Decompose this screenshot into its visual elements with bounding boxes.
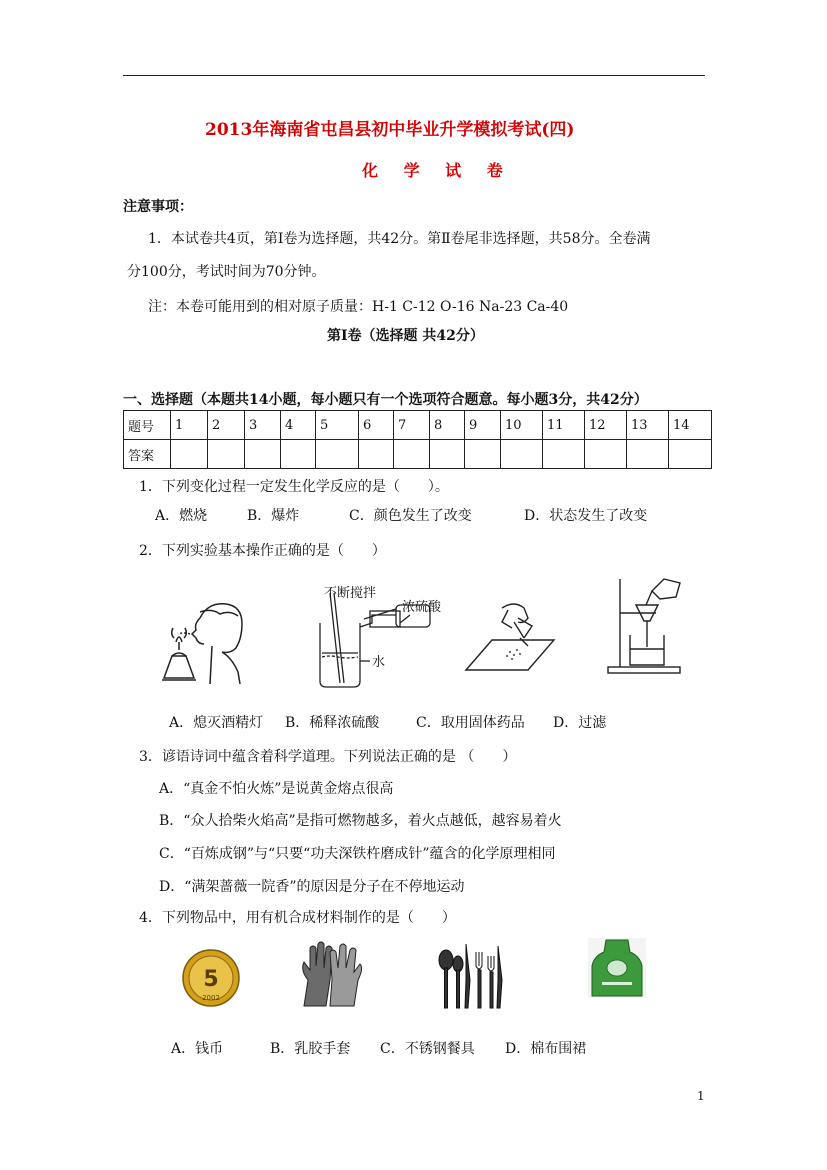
q1-option-a[interactable]: A．燃烧	[155, 508, 208, 524]
answer-cell[interactable]	[281, 440, 316, 469]
coin-year: 2002	[202, 994, 220, 1002]
answer-cell[interactable]	[465, 440, 501, 469]
question-4-stem: 4．下列物品中，用有机合成材料制作的是（ ）	[139, 910, 456, 926]
exam-subtitle: 化 学 试 卷	[362, 161, 513, 180]
q4-option-c[interactable]: C．不锈钢餐具	[380, 1041, 475, 1057]
table-cell: 14	[669, 411, 712, 440]
answer-cell[interactable]	[585, 440, 627, 469]
answer-cell[interactable]	[208, 440, 245, 469]
answer-cell[interactable]	[430, 440, 465, 469]
table-cell: 10	[501, 411, 543, 440]
table-cell: 11	[543, 411, 585, 440]
q3-option-c[interactable]: C．“百炼成钢”与“只要“功夫深铁杵磨成针”蕴含的化学原理相同	[159, 846, 556, 862]
q2-option-a[interactable]: A．熄灭酒精灯	[169, 715, 264, 731]
filtration-figure	[600, 575, 690, 675]
answer-cell[interactable]	[359, 440, 394, 469]
q2-option-d[interactable]: D．过滤	[553, 715, 607, 731]
table-cell: 4	[281, 411, 316, 440]
q2-option-b[interactable]: B．稀释浓硫酸	[285, 715, 380, 731]
exam-title: 2013年海南省屯昌县初中毕业升学模拟考试(四)	[205, 120, 575, 140]
solid-reagent-figure	[462, 598, 558, 674]
coin-digit: 5	[203, 967, 219, 992]
page-number: 1	[697, 1089, 705, 1103]
question-2-stem: 2．下列实验基本操作正确的是（ ）	[139, 543, 386, 559]
answer-cell[interactable]	[316, 440, 359, 469]
q4-option-d[interactable]: D．棉布围裙	[505, 1041, 587, 1057]
table-cell: 1	[171, 411, 208, 440]
acid-label: 浓硫酸	[402, 599, 442, 614]
table-cell: 7	[394, 411, 430, 440]
answer-cell[interactable]	[501, 440, 543, 469]
notice-heading: 注意事项：	[123, 199, 193, 215]
notice-line-1: 1．本试卷共4页，第Ⅰ卷为选择题，共42分。第Ⅱ卷尾非选择题，共58分。全卷满	[148, 231, 651, 247]
question-1-stem: 1．下列变化过程一定发生化学反应的是（ ）。	[139, 479, 449, 495]
table-header-cell: 答案	[124, 440, 171, 469]
q1-option-c[interactable]: C．颜色发生了改变	[349, 508, 472, 524]
cutlery-figure	[436, 940, 506, 1010]
table-cell: 8	[430, 411, 465, 440]
notice-line-3: 注：本卷可能用到的相对原子质量：H-1 C-12 O-16 Na-23 Ca-40	[148, 299, 569, 315]
glove-figure	[296, 940, 364, 1010]
table-cell: 2	[208, 411, 245, 440]
q3-option-b[interactable]: B．“众人拾柴火焰高”是指可燃物越多，着火点越低，越容易着火	[159, 813, 562, 829]
q1-option-d[interactable]: D．状态发生了改变	[524, 508, 648, 524]
dilution-figure	[300, 583, 450, 691]
notice-line-2: 分100分，考试时间为70分钟。	[127, 264, 326, 280]
answer-cell[interactable]	[171, 440, 208, 469]
q4-option-a[interactable]: A．钱币	[171, 1041, 224, 1057]
apron-figure	[588, 938, 646, 998]
alcohol-lamp-figure	[160, 598, 260, 684]
answer-cell[interactable]	[394, 440, 430, 469]
answer-cell[interactable]	[627, 440, 669, 469]
table-row	[124, 440, 712, 469]
question-3-stem: 3．谚语诗词中蕴含着科学道理。下列说法正确的是 （ ）	[139, 749, 517, 765]
part-heading: 一、选择题（本题共14小题，每小题只有一个选项符合题意。每小题3分，共42分）	[123, 392, 648, 408]
table-cell: 3	[245, 411, 281, 440]
top-rule	[123, 75, 705, 76]
answer-cell[interactable]	[543, 440, 585, 469]
coin-figure	[181, 948, 241, 1008]
q3-option-a[interactable]: A．“真金不怕火炼”是说黄金熔点很高	[159, 781, 394, 797]
section-heading: 第Ⅰ卷（选择题 共42分）	[327, 328, 484, 344]
table-header-cell: 题号	[124, 411, 171, 440]
answer-table	[123, 410, 712, 469]
water-label: 水	[372, 654, 386, 669]
q4-option-b[interactable]: B．乳胶手套	[270, 1041, 351, 1057]
table-cell: 9	[465, 411, 501, 440]
answer-cell[interactable]	[669, 440, 712, 469]
table-row	[124, 411, 712, 440]
table-cell: 6	[359, 411, 394, 440]
stir-label: 不断搅拌	[324, 585, 377, 600]
table-cell: 13	[627, 411, 669, 440]
q3-option-d[interactable]: D．“满架蔷薇一院香”的原因是分子在不停地运动	[159, 879, 465, 895]
q1-option-b[interactable]: B．爆炸	[247, 508, 300, 524]
table-cell: 5	[316, 411, 359, 440]
answer-cell[interactable]	[245, 440, 281, 469]
q2-option-c[interactable]: C．取用固体药品	[416, 715, 525, 731]
table-cell: 12	[585, 411, 627, 440]
